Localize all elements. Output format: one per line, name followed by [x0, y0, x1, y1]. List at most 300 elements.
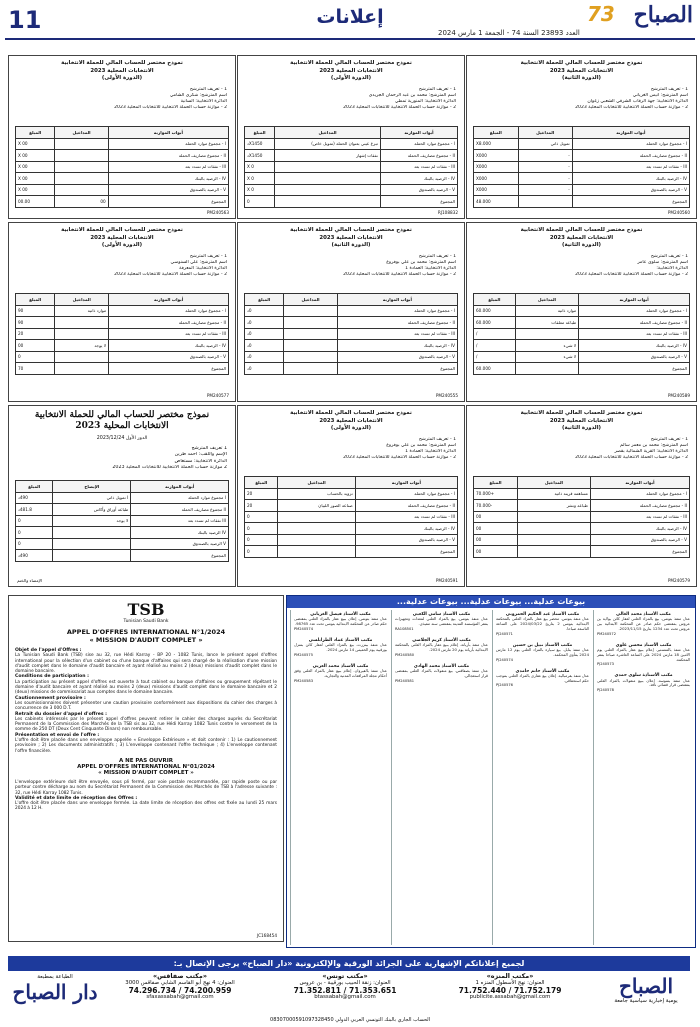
form-info-line: 2 موازنة حساب الحملة الانتخابية للانتخابات المحلية 2023	[112, 464, 227, 470]
table-cell: طباعة معلقات	[515, 317, 579, 329]
table-row	[16, 550, 229, 562]
table-row	[474, 138, 690, 150]
table-cell: 00.00	[16, 196, 55, 208]
form-info	[467, 87, 696, 112]
form-info-line: 2 - موازنة حساب الحملة الانتخابية للانتخابات المحلية 2023	[575, 272, 688, 278]
table-cell: 0	[16, 351, 55, 363]
form-info-line: 1 - تعريف المترشح	[189, 86, 227, 92]
table-cell	[278, 523, 355, 535]
table-cell: 90	[16, 317, 55, 329]
form-title-line: (الدورة الثانية)	[331, 242, 371, 248]
notice-ref: PM240580	[395, 652, 414, 657]
table-cell: X000	[474, 161, 519, 173]
table-cell: II - مجموع مصاريف الحملة	[355, 500, 457, 512]
tsb-logo: TSB	[127, 600, 165, 619]
table-cell: 0	[245, 534, 278, 546]
table-row	[16, 363, 229, 375]
table-cell: III - نفقات لم تسدد بعد	[337, 328, 457, 340]
form-info-line: 2 - موازنة حساب الحملة الانتخابية للانتخابات المحلية 2023	[343, 105, 456, 111]
ad-reference: RJ108832	[437, 210, 458, 215]
form-box	[237, 55, 465, 219]
bank-name: Tunisian Saudi Bank	[123, 619, 169, 624]
form-info-line: الدائرة الانتخابية: السانية	[180, 98, 227, 104]
table-cell: لا شيء	[515, 340, 579, 352]
notice-text: عدل منفذ بقرمبالية. إعلان بيع عقاري بالمزاد العلني بموجب حكم استحقاقي.	[496, 672, 589, 683]
table-row	[474, 488, 690, 500]
form-info-line: اسم المترشح: محمد بن علي بوفروع	[386, 442, 456, 448]
assabah-tagline: يومية إخبارية سياسية جامعة	[614, 998, 678, 1004]
office-address: العنوان: زنقة الحبيب بورقيبة - بن عروس	[299, 980, 391, 986]
table-cell: III - نفقات لم تسدد بعد	[572, 161, 689, 173]
table-cell: 0 X	[245, 173, 275, 185]
table-cell: II - مجموع مصاريف الحملة	[109, 317, 229, 329]
budget-table	[15, 126, 229, 208]
table-cell: IV - الرصيد بالبنك	[355, 523, 457, 535]
ad-reference: PM240579	[667, 578, 690, 583]
form-box	[466, 55, 697, 219]
table-header: أبواب الموازنة	[380, 127, 457, 139]
table-row	[16, 161, 229, 173]
table-cell: 00	[474, 534, 518, 546]
table-cell	[55, 138, 108, 150]
ao-ret: Les cabinets intéressés par le présent appel d'offres peuvent retirer le cahier des charges auprès du Secrétariat Permanent de la Commission des Marchés de la TSB sis au 32, rue Hédi Karray 1082 Tunis contre le versement de la somme de 250 DT (Deux Cent Cinquante Dinars) non remboursable.	[15, 716, 277, 733]
table-cell	[284, 328, 337, 340]
table-cell: 0د	[245, 305, 284, 317]
table-cell: 00	[474, 511, 518, 523]
table-cell	[515, 328, 579, 340]
table-cell	[55, 150, 108, 162]
table-row	[474, 500, 690, 512]
form-box	[237, 405, 465, 587]
ao-caut-head: Cautionnement provisoire :	[15, 695, 86, 701]
table-row	[245, 184, 458, 196]
form-title-line: الانتخابات المحلية 2023	[90, 234, 154, 241]
table-row	[245, 150, 458, 162]
table-header-row	[474, 127, 690, 139]
budget-table	[473, 126, 690, 208]
table-cell	[53, 527, 131, 539]
notice-text: عدل منفذ بصفاقس. بيع منقولات بالمزاد العلني بمقتضى قرار استعجالي.	[395, 668, 488, 678]
table-cell: 0	[245, 511, 278, 523]
table-row	[16, 538, 229, 550]
form-info-line: الدائرة الانتخابية: جهة الرقاب الشرقي الشعبي زغوان	[587, 98, 688, 104]
table-cell: المجموع	[131, 550, 229, 562]
notice-heading: مكتب الأستاذ محسن علوي	[615, 642, 672, 648]
table-cell: المجموع	[337, 363, 457, 375]
office-email: sfaxassabah@gmail.com	[146, 994, 214, 1000]
appel-offres	[8, 595, 284, 942]
table-row	[245, 340, 458, 352]
table-cell: 0 X	[245, 184, 275, 196]
table-cell: V - الرصيد بالصندوق	[109, 351, 229, 363]
office-name: «مكتب صفاقس»	[153, 972, 207, 980]
ao-caut: Les soumissionnaires doivent présenter une caution provisoire conformément aux dispositions du cahier des charges à concurrence de 3 000 D.T.	[15, 700, 277, 712]
table-cell: 0	[245, 196, 275, 208]
table-cell: 00 X	[16, 150, 55, 162]
form-title-line: نموذج مختصر للحساب المالي للحملة الانتخابية	[290, 60, 412, 66]
form-title-line: الانتخابات المحلية 2023	[90, 67, 154, 74]
table-cell: موارد ذاتية	[55, 305, 109, 317]
table-cell: 0د	[245, 340, 284, 352]
form-title-line: الانتخابات المحلية 2023	[549, 234, 614, 241]
table-cell: 60.000	[474, 363, 516, 375]
table-cell	[275, 173, 381, 185]
ao-pres: L'offre doit être placée dans une enveloppe appelée « Enveloppe Extérieure » et doit contenir : 1) Le cautionnement provisoire ; 2) Les documents administratifs ; 3) L'enveloppe contenant l'offre technique ; 4) L'enveloppe contenant l'offre financière.	[15, 738, 277, 754]
table-row	[474, 511, 690, 523]
table-cell: III - نفقات لم تسدد بعد	[355, 511, 457, 523]
table-header: أبواب الموازنة	[109, 294, 229, 306]
notice-text: عدل منفذ بتونس. محضر بيع عقار بالمزاد العلني بالمحكمة الابتدائية بتونس 2 بتاريخ 2024/03/22 على الساعة التاسعة صباحا.	[496, 616, 589, 631]
notice-ref: PJ240574	[496, 657, 513, 662]
table-cell: طباعة أوراق وأكاس	[53, 504, 131, 516]
table-cell	[55, 184, 108, 196]
table-cell: III - نفقات لم تسدد بعد	[109, 328, 229, 340]
table-cell: -	[518, 161, 572, 173]
office-email: publicite.assabah@gmail.com	[469, 994, 551, 1000]
form-info	[467, 437, 696, 462]
table-cell: 48.000	[474, 196, 519, 208]
form-info-line: اسم المترشح: محمد بن عبد الرحمان الجريدي	[368, 92, 456, 98]
notice-ref: PJ240573	[597, 662, 614, 667]
table-row	[474, 317, 690, 329]
form-info	[9, 254, 235, 279]
form-title-line: (الدورة الأولى)	[330, 75, 372, 81]
notice-ref: PJ240576	[496, 683, 513, 688]
form-title-line: الانتخابات المحلية 2023	[319, 67, 383, 74]
form-info-line: الدائرة الانتخابية: المنورية تمطي	[394, 98, 456, 104]
budget-table	[244, 126, 458, 208]
form-info-line: الدائرة الانتخابية: العمادة 1	[405, 265, 456, 271]
table-header: المبلغ	[16, 127, 55, 139]
ao-ne-pas-ouvrir: A NE PAS OUVRIR	[118, 757, 174, 764]
table-cell: لا يوجد	[53, 515, 131, 527]
table-cell	[55, 351, 109, 363]
issue-info: العدد 23893 السنة 74 - الجمعة 1 مارس 2024	[438, 29, 580, 37]
section-title: إعلانات	[316, 6, 384, 28]
budget-table	[244, 293, 458, 375]
form-box	[466, 222, 697, 402]
table-header: المداخيل	[518, 127, 572, 139]
table-row	[245, 500, 458, 512]
logo-text: الصباح	[633, 2, 693, 28]
notice-heading: مكتب الأستاذ عبد الحكيم الحمروني	[505, 612, 580, 617]
table-header: المداخيل	[55, 127, 108, 139]
table-row	[474, 305, 690, 317]
signature-label: الإمضاء والختم	[17, 578, 43, 583]
table-cell: 00 X	[16, 184, 55, 196]
form-info	[9, 87, 235, 112]
form-title-line: الانتخابات المحلية 2023	[549, 417, 614, 424]
ao-val-head: Validité et date limite de réception des Offres :	[15, 795, 138, 801]
ad-reference: PM240577	[206, 393, 229, 398]
table-cell: V - الرصيد بالصندوق	[590, 534, 689, 546]
table-cell: I مجموع موارد الحملة	[131, 492, 229, 504]
ad-reference: PM240563	[206, 210, 229, 215]
table-cell: I - مجموع موارد الحملة	[380, 138, 457, 150]
form-title	[9, 60, 235, 83]
form-info-line: 2 - موازنة حساب الحملة الانتخابية للانتخابات المحلية 2023	[114, 105, 227, 111]
table-row	[245, 523, 458, 535]
table-row	[16, 184, 229, 196]
table-cell	[53, 550, 131, 562]
ao-obj: La Tunisian Saudi Bank (TSB) sise au 32, rue Hédi Karray - BP 20 - 1082 Tunis, lance le présent appel d'offres international pour la sélection d'un cabinet ou d'une banque d'affaires qui sera chargé de la réalisation d'une mission d'audit complet dans le domaine d'audit bancaire et ayant réalisé au moins 2 (deux) missions d'audit complet dans le domaine bancaire.	[15, 653, 277, 675]
form-title-line: (الدورة الأولى)	[101, 75, 143, 81]
sales-column	[391, 610, 491, 945]
form-info-line: الدائرة الانتخابية: القرية الشمالية بقصر	[614, 448, 688, 454]
table-row	[16, 492, 229, 504]
table-cell: III نفقات لم تسدد بعد	[131, 515, 229, 527]
table-header: المبلغ	[16, 481, 53, 493]
anniversary-badge: 73	[587, 2, 615, 26]
ao-obj-head: Objet de l'appel d'Offres :	[15, 648, 82, 653]
table-cell: I - مجموع موارد الحملة	[590, 488, 689, 500]
form-title-line: (الدورة الأولى)	[101, 242, 143, 248]
table-cell	[517, 546, 590, 558]
form-info-line: الدائرة الانتخابية: مستغاص	[174, 458, 227, 464]
table-cell: IV الرصيد بالبنك	[131, 527, 229, 539]
form-title-line: الانتخابات المحلية 2023	[319, 234, 383, 241]
form-info	[238, 437, 464, 462]
form-info-line: الإسم واللقب: أحمد طرين	[174, 452, 227, 458]
notice-ref: PM240574	[294, 626, 313, 631]
form-info-line: اسم المترشح: أنيس الغرياني	[632, 92, 688, 98]
form-title	[467, 60, 696, 83]
form-title	[238, 60, 464, 83]
sale-notice	[493, 667, 592, 690]
table-row	[474, 534, 690, 546]
notice-ref: PM240572	[597, 631, 616, 636]
notice-ref: PM240575	[294, 652, 313, 657]
table-header: المداخيل	[275, 127, 381, 139]
sale-notice	[493, 610, 592, 638]
table-header: المبلغ	[474, 294, 516, 306]
ao-title-2: APPEL D'OFFRES INTERNATIONAL N°01/2024	[77, 763, 215, 770]
form-info-line: اسم المترشح: شكري الشامي	[169, 92, 227, 98]
table-header: المبلغ	[474, 477, 518, 489]
table-cell: 0د	[245, 317, 284, 329]
table-row	[16, 340, 229, 352]
table-row	[245, 488, 458, 500]
form-info-line: 1 - تعريف المترشح	[418, 253, 456, 259]
table-row	[245, 196, 458, 208]
table-cell	[55, 161, 108, 173]
office-name: «مكتب تونس»	[322, 972, 368, 980]
table-cell: V - الرصيد بالصندوق	[355, 534, 457, 546]
footer-left-logo	[10, 974, 100, 1004]
notice-heading: مكتب الأستاذة سلوى حمدي	[614, 673, 673, 679]
sale-notice	[291, 662, 390, 685]
page-number: 11	[8, 6, 42, 34]
form-title-line: نموذج مختصر للحساب المالي للحملة الانتخابية	[520, 227, 643, 233]
notice-heading: مكتب الأستاذ محمد الهادي	[413, 663, 470, 669]
table-row	[474, 184, 690, 196]
table-row	[245, 138, 458, 150]
budget-table	[244, 476, 458, 558]
notice-text: عدل منفذ بتونس. بيع بالمزاد العلني لمعدات وتجهيزات بمقر المؤسسة المدينة بمقتضى سند تنفيذي.	[395, 616, 488, 627]
table-header: أبواب الموازنة	[337, 294, 457, 306]
table-row	[245, 546, 458, 558]
notice-text: عدل منفذ بالقيروان. إعلام ببيع عقار بالمزاد العلني وفق أحكام مجلة المرافعات المدنية والتجارية.	[294, 668, 387, 678]
table-cell: تزويد بالحساب	[278, 488, 355, 500]
table-header: الإيضاح	[53, 481, 131, 493]
notice-heading: مكتب الأستاذ محمد الغالي	[616, 612, 671, 617]
table-header: أبواب الموازنة	[579, 294, 690, 306]
form-title-line: نموذج مختصر للحساب المالي للحملة الانتخابية	[61, 60, 183, 66]
table-cell: 0د	[245, 328, 284, 340]
table-cell	[284, 363, 337, 375]
table-cell	[55, 317, 109, 329]
table-header: المداخيل	[517, 477, 590, 489]
header-rule	[5, 38, 695, 40]
table-row	[474, 150, 690, 162]
form-info	[238, 87, 464, 112]
table-cell: المجموع	[108, 196, 228, 208]
form-title-line: (الدورة الثانية)	[561, 425, 602, 431]
table-row	[245, 363, 458, 375]
table-cell: V - الرصيد بالصندوق	[337, 351, 457, 363]
ao-title: APPEL D'OFFRES INTERNATIONAL N°1/2024	[66, 628, 226, 636]
table-cell: نفقات إشهار	[275, 150, 381, 162]
office-phone: 71.752.179 / 71.752.440	[458, 986, 562, 995]
form-info-line: الدائرة الانتخابية: المعرفة	[179, 265, 227, 271]
form-title	[467, 410, 696, 433]
sale-notice	[392, 610, 491, 633]
table-cell: 0د	[245, 363, 284, 375]
table-cell: IV - الرصيد بالبنك	[108, 173, 228, 185]
form-title-line: الانتخابات المحلية 2023	[75, 421, 169, 431]
table-header: أبواب الموازنة	[355, 477, 457, 489]
form-title	[238, 227, 464, 250]
notice-heading: مكتب الأستاذ فيصل الغرياني	[310, 612, 371, 617]
form-title-line: نموذج مختصر للحساب المالي للحملة الانتخابية	[520, 410, 643, 416]
table-row	[474, 546, 690, 558]
ao-pres-head: Présentation et envoi de l'offre :	[15, 732, 100, 738]
table-cell	[517, 511, 590, 523]
ao-ret-head: Retrait du dossier d'appel d'offres :	[15, 711, 107, 717]
form-box	[466, 405, 697, 587]
form-info-line: الدائرة الانتخابية:	[656, 265, 688, 271]
budget-table	[473, 293, 690, 375]
table-cell: المجموع	[579, 363, 690, 375]
notice-ref: PM240581	[395, 678, 414, 683]
footer-banner: لجميع إعلاناتكم الإشهارية على الجرائد الورقية والإلكترونية «دار الصباح» يرجى الإتصال بـ:	[8, 956, 690, 971]
notice-heading: مكتب الأستاذ عماد الطرابلسي	[308, 637, 373, 643]
judicial-sales-banner: بيوعات عدلية... بيوعات عدلية... بيوعات عدلية...	[287, 596, 695, 608]
table-cell: تبرع عيني بعنوان الحملة (تمويل خاص)	[275, 138, 381, 150]
form-info-line: الدائرة الانتخابية: العمادة 1	[405, 448, 456, 454]
table-header: أبواب الموازنة	[590, 477, 689, 489]
form-title-line: (الدورة الثانية)	[561, 242, 602, 248]
form-title-line: الانتخابات المحلية 2023	[549, 67, 614, 74]
table-row	[245, 511, 458, 523]
table-cell: V الرصيد بالصندوق	[131, 538, 229, 550]
budget-table	[473, 476, 690, 558]
table-cell: 0	[245, 546, 278, 558]
notice-text: عدل منفذ ببنزرت. بيع بالمزاد العلني لعقار كائن بمنزل بورقيبة يوم الخميس 14 مارس 2024.	[294, 642, 387, 652]
budget-table	[15, 480, 229, 562]
table-cell: 00	[474, 546, 518, 558]
form-title-line: نموذج مختصر للحساب المالي للحملة الانتخابية	[290, 410, 412, 416]
table-header: المداخيل	[515, 294, 579, 306]
form-info-line: 1 - تعريف المترشح	[650, 253, 688, 259]
table-cell: 0	[16, 538, 53, 550]
table-cell: III - نفقات لم تسدد بعد	[380, 161, 457, 173]
sale-notice	[493, 641, 592, 664]
table-cell: I - مجموع موارد الحملة	[109, 305, 229, 317]
form-info-line: اسم المترشح: محمد بن علي بوفروع	[386, 259, 456, 265]
table-cell: المجموع	[355, 546, 457, 558]
table-cell: III - نفقات لم تسدد بعد	[108, 161, 228, 173]
sales-column	[593, 610, 693, 945]
table-cell: المجموع	[380, 196, 457, 208]
footer	[0, 956, 700, 1027]
form-info-line: 2 - موازنة حساب الحملة الانتخابية للانتخابات المحلية 2023	[343, 272, 456, 278]
table-header: المداخيل	[284, 294, 337, 306]
masthead-logo	[585, 2, 697, 32]
table-row	[474, 161, 690, 173]
table-cell: 20	[245, 500, 278, 512]
table-cell: 90	[16, 305, 55, 317]
table-cell: -	[518, 184, 572, 196]
table-row	[16, 328, 229, 340]
ad-reference: PM240589	[667, 393, 690, 398]
table-cell: X8.000	[474, 138, 519, 150]
table-cell: 00	[55, 196, 108, 208]
notice-text: عدل منفذ بنابل. بيع سيارة بالمزاد العلني يوم 12 مارس 2024 بمأوى المحكمة.	[496, 646, 589, 657]
table-cell: X1450د	[245, 150, 275, 162]
form-title	[9, 410, 235, 432]
table-cell: II - مجموع مصاريف الحملة	[108, 150, 228, 162]
table-header: أبواب الموازنة	[572, 127, 689, 139]
table-row	[16, 351, 229, 363]
table-row	[16, 150, 229, 162]
table-cell: /	[474, 328, 516, 340]
form-info-line: 1 تعريف المترشح	[191, 446, 227, 452]
table-header: المبلغ	[474, 127, 519, 139]
table-cell: 60.000	[474, 305, 516, 317]
sales-column	[492, 610, 592, 945]
table-cell: X000	[474, 150, 519, 162]
table-header: المداخيل	[278, 477, 355, 489]
form-title	[238, 410, 464, 433]
form-title	[9, 227, 235, 250]
form-title-line: (الدورة الثانية)	[561, 75, 602, 81]
table-cell	[517, 534, 590, 546]
form-title-line: نموذج مختصر للحساب المالي للحملة الانتخابية	[520, 60, 643, 66]
table-cell: I - مجموع موارد الحملة	[579, 305, 690, 317]
form-title-line: نموذج مختصر للحساب المالي للحملة الانتخابية	[61, 227, 183, 233]
ad-reference: PM240555	[435, 393, 458, 398]
table-cell: II - مجموع مصاريف الحملة	[572, 150, 689, 162]
table-cell: V - الرصيد بالصندوق	[579, 351, 690, 363]
table-cell: II مجموع مصاريف الحملة	[131, 504, 229, 516]
printer-logo: دار الصباح	[12, 980, 98, 1004]
form-info-line: 1 - تعريف المترشح	[650, 86, 688, 92]
form-info-line: اسم المترشح: سلوى عامر	[637, 259, 688, 265]
table-cell: II - مجموع مصاريف الحملة	[590, 500, 689, 512]
table-cell: I - مجموع موارد الحملة	[572, 138, 689, 150]
form-title	[467, 227, 696, 250]
table-cell: المجموع	[590, 546, 689, 558]
table-cell: 0	[16, 527, 53, 539]
table-cell	[515, 363, 579, 375]
form-title-line: (الدورة الأولى)	[330, 425, 372, 431]
bank-account: الحساب الجاري بالبنك التونسي العربي الدولي 08307000591097328450	[270, 1017, 430, 1023]
table-cell: /	[474, 351, 516, 363]
table-cell: -	[518, 173, 572, 185]
table-cell: X000	[474, 173, 519, 185]
form-info-line: 1 - تعريف المترشح	[418, 86, 456, 92]
